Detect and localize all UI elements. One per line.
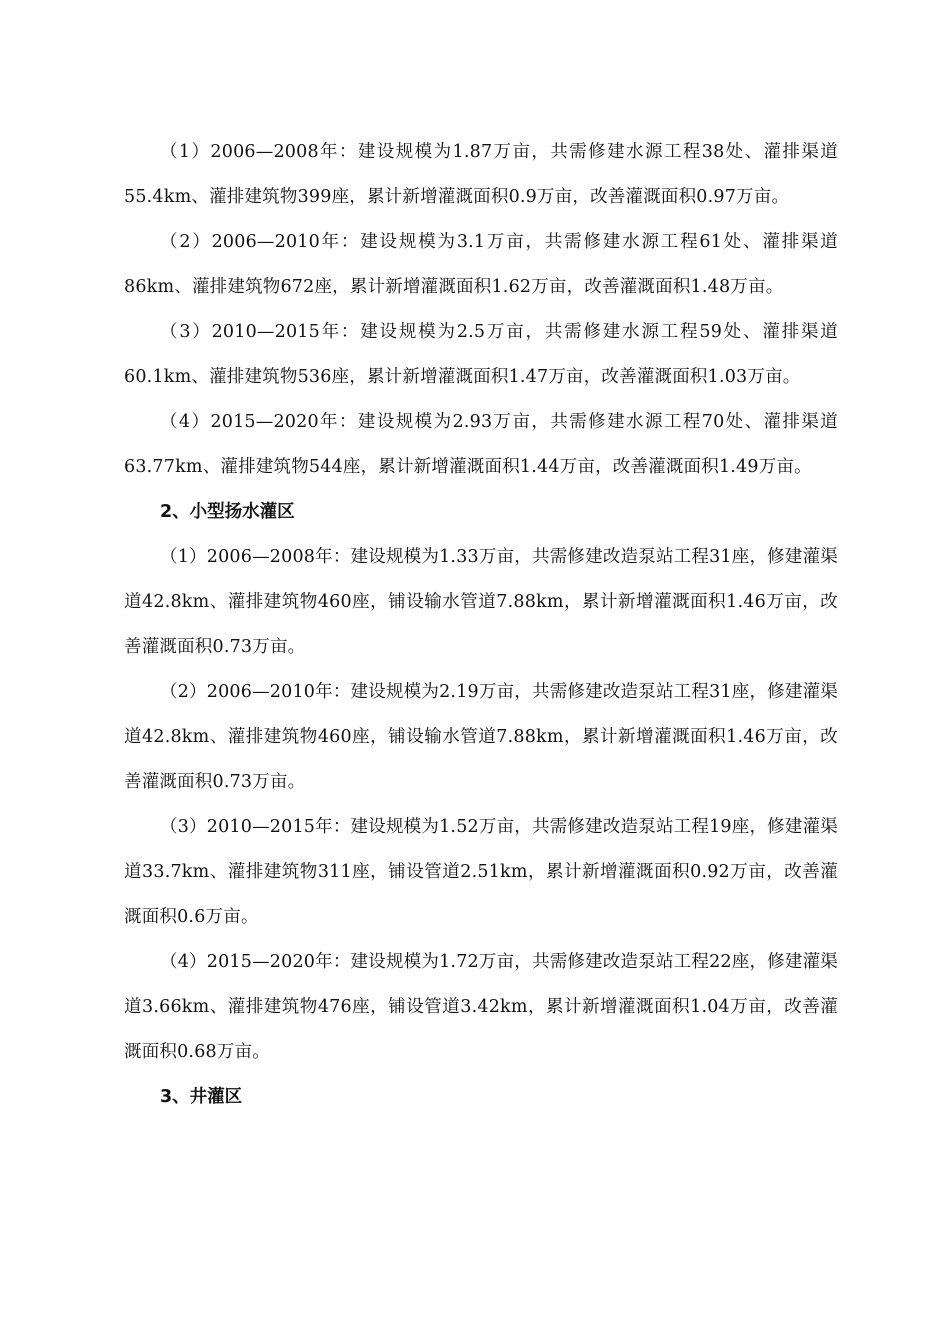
paragraph-s1-1: （1）2006—2008年：建设规模为1.87万亩，共需修建水源工程38处、灌排渠道55.4km、灌排建筑物399座，累计新增灌溉面积0.9万亩，改善灌溉面积0.97万亩。 xyxy=(124,142,838,207)
paragraph-s2-4: （4）2015—2020年：建设规模为1.72万亩，共需修建改造泵站工程22座，修建灌渠道3.66km、灌排建筑物476座，铺设管道3.42km，累计新增灌溉面积1.04万亩，改善灌溉面积0.68万亩。 xyxy=(124,952,838,1062)
paragraph-s2-1: （1）2006—2008年：建设规模为1.33万亩，共需修建改造泵站工程31座，修建灌渠道42.8km、灌排建筑物460座，铺设输水管道7.88km，累计新增灌溉面积1.46万亩，改善灌溉面积0.73万亩。 xyxy=(124,547,838,657)
paragraph-s2-3: （3）2010—2015年：建设规模为1.52万亩，共需修建改造泵站工程19座，修建灌渠道33.7km、灌排建筑物311座，铺设管道2.51km，累计新增灌溉面积0.92万亩，改善灌溉面积0.6万亩。 xyxy=(124,817,838,927)
paragraph-s1-4: （4）2015—2020年：建设规模为2.93万亩，共需修建水源工程70处、灌排渠道63.77km、灌排建筑物544座，累计新增灌溉面积1.44万亩，改善灌溉面积1.49万亩。 xyxy=(124,412,838,477)
paragraph-s1-2: （2）2006—2010年：建设规模为3.1万亩，共需修建水源工程61处、灌排渠道86km、灌排建筑物672座，累计新增灌溉面积1.62万亩，改善灌溉面积1.48万亩。 xyxy=(124,232,838,297)
section-heading-small-lift-irrigation: 2、小型扬水灌区 xyxy=(160,502,295,522)
paragraph-s2-2: （2）2006—2010年：建设规模为2.19万亩，共需修建改造泵站工程31座，修建灌渠道42.8km、灌排建筑物460座，铺设输水管道7.88km，累计新增灌溉面积1.46万亩，改善灌溉面积0.73万亩。 xyxy=(124,682,838,792)
paragraph-s1-3: （3）2010—2015年：建设规模为2.5万亩，共需修建水源工程59处、灌排渠道60.1km、灌排建筑物536座，累计新增灌溉面积1.47万亩，改善灌溉面积1.03万亩。 xyxy=(124,322,838,387)
section-heading-well-irrigation: 3、井灌区 xyxy=(160,1087,243,1107)
document-page xyxy=(124,130,838,1120)
